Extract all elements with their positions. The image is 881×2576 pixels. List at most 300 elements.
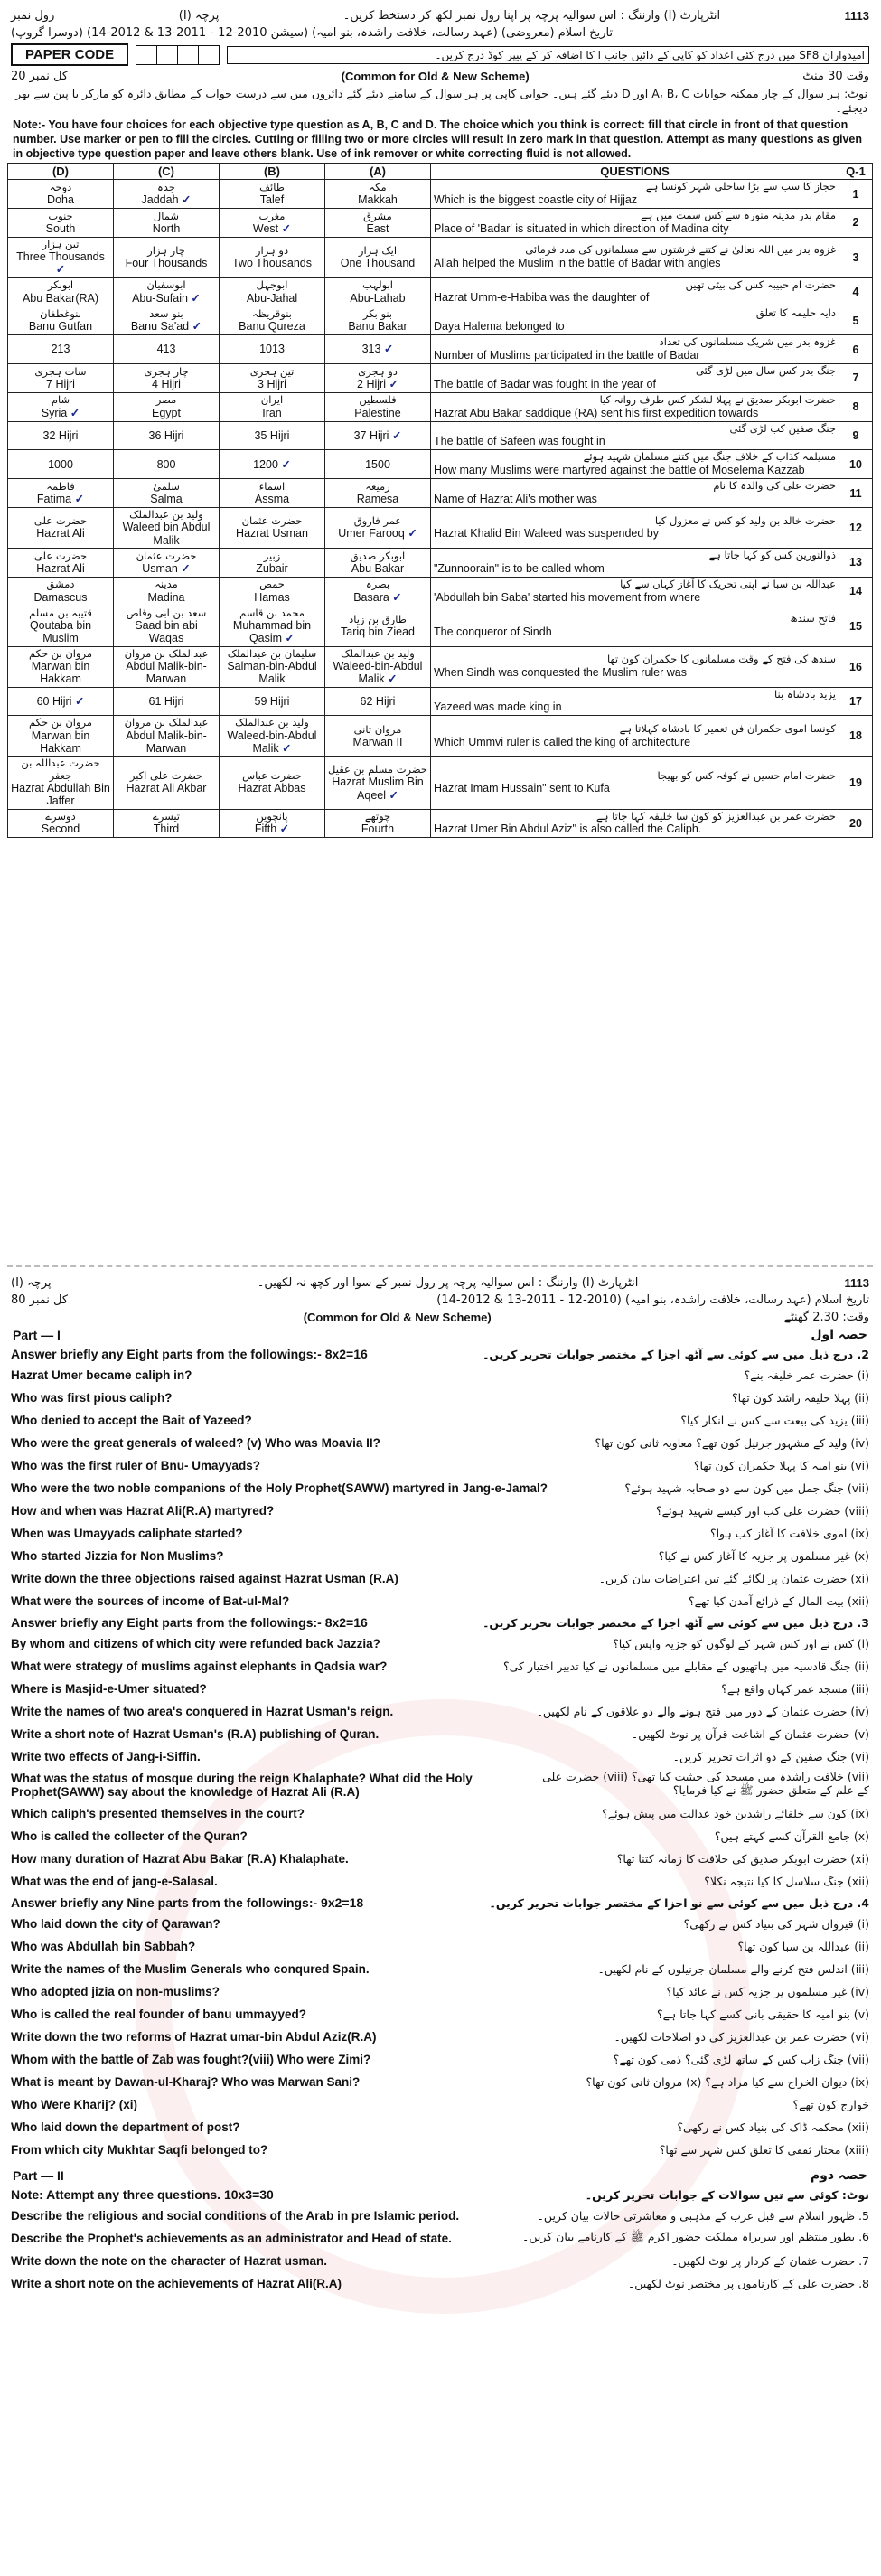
question-english: Whom with the battle of Zab was fought?(viii) Who were Zimi? [11,2053,371,2066]
check-mark-icon: ✓ [386,788,398,802]
option-urdu: حضرت مسلم بن عقیل [328,762,427,776]
option-urdu: جدہ [157,180,175,193]
question-english: Who were the two noble companions of the Holy Prophet(SAWW) martyred in Jang-e-Jamal? [11,1481,548,1495]
question-urdu: (ix) دیوان الخراج سے کیا مراد ہے؟ (x) مروان ثانی کون تھا؟ [586,2075,869,2089]
mcq-option[interactable] [325,716,431,757]
mcq-row [8,450,873,479]
mcq-option[interactable] [114,421,220,450]
question-urdu: (i) قیروان شہر کی بنیاد کس نے رکھی؟ [683,1917,869,1931]
mcq-option[interactable] [220,716,325,757]
question-urdu: (ix) کون سے خلفائے راشدین خود عدالت میں پیش ہوئے؟ [602,1807,869,1820]
mcq-option[interactable] [220,606,325,646]
option-urdu: عبدالملک بن مروان [124,646,209,660]
mcq-option[interactable] [114,606,220,646]
option-urdu: ابوجہل [256,278,288,292]
part2-label: Part [13,2168,38,2183]
paper-code-row [7,42,873,68]
check-mark-icon: ✓ [277,457,291,471]
option-urdu: شمال [153,209,180,222]
note-english: Note:- You have four choices for each objective type question as A, B, C and D. The choice which you think is correct: fill that circle in front of that question number. Use marker or pen to fill the circles. Cutting or filling two or more circles will result in zero mark in that question. Attempt as many questions as given in objective type question paper and leave others blank. Use of ink remover or white correcting fluid is not allowed. [13,118,863,160]
mcq-option[interactable] [325,479,431,508]
option-english: 3 Hijri [258,377,286,390]
check-mark-icon: ✓ [380,343,394,356]
mcq-option[interactable] [8,577,114,606]
mcq-row [8,646,873,687]
question-urdu: (v) حضرت عثمان کے اشاعت قرآن پر نوٹ لکھیں۔ [631,1727,869,1741]
question-urdu: 7. حضرت عثمان کے کردار پر نوٹ لکھیں۔ [671,2254,869,2268]
option-english: Hazrat Ali [36,561,85,575]
option-urdu: بنو سعد [149,307,183,321]
question-item [7,2048,873,2071]
question-urdu: (vi) بنو امیہ کا پہلا حکمران کون تھا؟ [693,1459,869,1472]
mcq-option[interactable] [325,450,431,479]
mcq-option[interactable] [8,180,114,209]
check-mark-icon: ✓ [187,291,201,305]
mcq-option[interactable] [325,237,431,277]
mcq-row [8,479,873,508]
option-urdu: ولید بن عبدالملک [235,716,309,729]
mcq-option[interactable] [220,364,325,393]
mcq-option[interactable] [8,757,114,809]
question-english: Who adopted jizia on non-muslims? [11,1985,220,1998]
question-english: Who were the great generals of waleed? (v) Who was Moavia II? [11,1436,380,1450]
col-b: (B) [220,164,325,180]
mcq-option[interactable] [114,646,220,687]
mcq-option[interactable] [220,577,325,606]
q2-list [7,1364,873,1612]
option-english: East [366,221,389,235]
question-item [7,2093,873,2116]
question-urdu: (iii) اندلس فتح کرنے والے مسلمان جرنیلوں کے نام لکھیں۔ [597,1962,869,1976]
question-urdu: سندھ کی فتح کے وقت مسلمانوں کا حکمران کون تھا [607,653,836,666]
mcq-question [431,508,839,549]
mcq-option[interactable] [114,237,220,277]
question-item [7,2003,873,2026]
question-english: Yazeed was made king in [434,700,562,714]
mcq-question [431,364,839,393]
question-urdu: کونسا اموی حکمران فن تعمیر کا بادشاہ کہلاتا ہے [619,721,836,735]
mcq-option[interactable] [325,421,431,450]
mcq-option[interactable] [325,208,431,237]
mcq-row [8,180,873,209]
q3-head-ur: 3. درج ذیل میں سے کوئی سے آٹھ اجزا کے مختصر جوابات تحریر کریں۔ [483,1615,869,1630]
option-english: Makkah [358,193,398,206]
subject-2: تاریخ اسلام (عہد رسالت، خلافت راشدہ، بنو امیہ) (2010-12 - 2011-13 & 2012-14) [436,1293,869,1307]
question-urdu: حضرت ام حبیبہ کس کی بیٹی تھیں [685,277,836,291]
option-urdu: دمشق [46,578,75,591]
option-english: Abdul Malik-bin-Marwan [126,659,207,686]
option-urdu: سلیمان بن عبدالملک [227,646,317,660]
question-english: Allah helped the Muslim in the battle of Badar with angles [434,257,721,270]
mcq-option[interactable] [114,277,220,306]
question-urdu: (iv) غیر مسلموں پر جزیہ کس نے عائد کیا؟ [666,1985,869,1998]
question-urdu: (ii) جنگ قادسیہ میں ہاتھیوں کے مقابلے میں مسلمانوں نے کیا تدبیر اختیار کی؟ [502,1659,869,1673]
question-item [7,1980,873,2003]
option-urdu: مروان بن حکم [28,646,93,660]
question-english: Write a short note on the achievements of Hazrat Ali(R.A) [11,2277,342,2290]
question-english: Hazrat Khalid Bin Waleed was suspended by [434,527,659,541]
question-english: What is meant by Dawan-ul-Kharaj? Who was Marwan Sani? [11,2075,361,2089]
option-urdu: مدینہ [155,578,178,591]
option-english: 1200 [253,457,278,471]
mcq-option[interactable] [8,208,114,237]
option-english: 1500 [365,457,390,471]
option-english: 313 [361,343,381,356]
mcq-option[interactable] [114,577,220,606]
check-mark-icon: ✓ [189,320,202,334]
sf-note: امیدواران SF8 میں درج کئی اعداد کو کاپی کے دائیں جانب ا کا اضافہ کر کے پیپر کوڈ درج کریں۔ [227,46,869,64]
question-urdu: (xi) حضرت عثمان پر لگائے گئے تین اعتراضات بیان کریں۔ [598,1572,869,1585]
mcq-option[interactable] [114,549,220,578]
question-urdu: عبداللہ بن سبا نے اپنی تحریک کا آغاز کہاں سے کیا [620,577,836,590]
question-english: Describe the religious and social conditions of the Arab in pre Islamic period. [11,2209,460,2223]
option-urdu: مروان ثانی [353,722,402,736]
roll-label: رول نمبر [11,9,55,23]
option-urdu: بصرہ [365,578,390,591]
mcq-option[interactable] [220,237,325,277]
mcq-option[interactable] [325,508,431,549]
mcq-option[interactable] [220,479,325,508]
option-urdu: حضرت عبداللہ بن جعفر [21,757,100,782]
mcq-option[interactable] [325,577,431,606]
marks: کل نمبر 20 [11,70,69,83]
q3-list [7,1632,873,1893]
option-urdu: شام [51,393,70,407]
option-english: Qoutaba bin Muslim [29,618,92,645]
part2-urdu: حصہ دوم [810,2168,867,2183]
question-number: 14 [839,577,873,606]
mcq-option[interactable] [220,809,325,838]
mcq-row [8,364,873,393]
option-english: Hazrat Muslim Bin Aqeel [332,776,424,802]
question-urdu: فاتح سندھ [790,612,836,625]
subjective-paper [7,1274,873,2569]
marks-2: کل نمبر 80 [11,1293,69,1307]
question-urdu: حجاز کا سب سے بڑا ساحلی شہر کونسا ہے [645,180,836,193]
question-item [7,1802,873,1825]
option-english: 800 [156,457,176,471]
question-urdu: غزوہ بدر میں اللہ تعالیٰ نے کتنے فرشتوں سے مسلمانوں کی مدد فرمائی [525,243,836,257]
option-english: Salma [150,493,183,506]
mcq-row [8,277,873,306]
option-english: 1000 [48,457,73,471]
question-item [7,1387,873,1409]
mcq-option[interactable] [114,335,220,364]
mcq-option[interactable] [325,687,431,716]
option-urdu: ابولہب [362,278,393,292]
q2-head: Answer briefly any Eight parts from the followings:- 8x2=16 [11,1347,368,1361]
question-urdu: 6. بطور منتظم اور سربراہ مملکت حضور اکرم ﷺ کے کارنامے بیان کریں۔ [522,2230,869,2243]
mcq-option[interactable] [8,549,114,578]
question-number: 10 [839,450,873,479]
mcq-option[interactable] [220,180,325,209]
mcq-option[interactable] [8,335,114,364]
check-mark-icon: ✓ [178,193,192,206]
mcq-option[interactable] [8,606,114,646]
option-english: West [252,221,279,235]
mcq-option[interactable] [325,646,431,687]
mcq-option[interactable] [220,421,325,450]
option-urdu: بنوغطفان [40,307,81,321]
mcq-question [431,180,839,209]
option-english: 62 Hijri [360,694,396,708]
question-english: When was Umayyads caliphate started? [11,1527,243,1540]
mcq-option[interactable] [114,757,220,809]
mcq-question [431,646,839,687]
question-english: Who laid down the department of post? [11,2120,240,2134]
mcq-option[interactable] [220,450,325,479]
mcq-option[interactable] [8,687,114,716]
mcq-option[interactable] [114,716,220,757]
mcq-option[interactable] [220,208,325,237]
option-english: 213 [51,343,70,356]
question-english: Describe the Prophet's achievements as an administrator and Head of state. [11,2232,452,2245]
option-english: Salman-bin-Abdul Malik [227,659,317,686]
mcq-option[interactable] [220,757,325,809]
mcq-row [8,392,873,421]
question-number: 19 [839,757,873,809]
mcq-question [431,237,839,277]
mcq-option[interactable] [325,364,431,393]
option-english: Marwan bin Hakkam [31,659,90,686]
option-urdu: اسماء [258,479,286,493]
option-urdu: عبدالملک بن مروان [124,716,209,729]
mcq-option[interactable] [220,549,325,578]
col-c: (C) [114,164,220,180]
option-urdu: پانچویں [256,810,288,823]
option-urdu: محمد بن قاسم [239,606,305,619]
question-urdu: (iv) حضرت عثمان کے دور میں فتح ہونے والے دو علاقوں کے نام لکھیں۔ [536,1705,869,1718]
mcq-question [431,421,839,450]
objective-paper [7,7,873,1267]
check-mark-icon: ✓ [55,263,66,277]
mcq-option[interactable] [220,277,325,306]
part2-list [7,2205,873,2295]
col-qnum: Q-1 [839,164,873,180]
mcq-question [431,757,839,809]
mcq-option[interactable] [325,335,431,364]
option-english: Fifth [254,823,277,836]
option-english: 413 [156,343,176,356]
question-english: Name of Hazrat Ali's mother was [434,493,597,506]
paper-label: پرچہ (I) [178,9,220,23]
question-item [7,1477,873,1500]
question-urdu: (ii) عبداللہ بن سبا کون تھا؟ [737,1940,869,1953]
question-english: The conqueror of Sindh [434,625,552,638]
question-number: 1 [839,180,873,209]
mcq-option[interactable] [8,421,114,450]
option-english: 4 Hijri [152,377,181,390]
mcq-option[interactable] [8,479,114,508]
mcq-option[interactable] [114,208,220,237]
mcq-option[interactable] [8,716,114,757]
option-urdu: ابوبکر صدیق [350,549,406,562]
paper-code-boxes[interactable] [136,45,220,65]
option-english: Assma [254,493,290,506]
col-a: (A) [325,164,431,180]
mcq-option[interactable] [325,306,431,335]
question-number: 15 [839,606,873,646]
question-english: Who laid down the city of Qarawan? [11,1917,220,1931]
option-urdu: مغرب [258,209,286,222]
question-english: How many duration of Hazrat Abu Bakar (R.A) Khalaphate. [11,1852,349,1866]
question-english: Which is the biggest coastle city of Hijjaz [434,193,638,206]
mcq-option[interactable] [114,180,220,209]
question-english: Write down the three objections raised against Hazrat Usman (R.A) [11,1572,398,1585]
option-urdu: عمر فاروق [353,514,402,528]
option-english: Waleed bin Abdul Malik [122,521,211,547]
option-urdu: مکہ [369,180,387,193]
check-mark-icon: ✓ [386,377,398,390]
question-number: 12 [839,508,873,549]
mcq-row [8,208,873,237]
option-english: Zubair [256,561,288,575]
question-english: By whom and citizens of which city were refunded back Jazzia? [11,1637,380,1650]
part1-num: I [57,1328,61,1342]
mcq-option[interactable] [8,646,114,687]
option-english: Abu-Jahal [246,291,298,305]
question-english: The battle of Safeen was fought in [434,435,605,448]
mcq-option[interactable] [220,687,325,716]
mcq-option[interactable] [114,392,220,421]
scheme-2: (Common for Old & New Scheme) [303,1311,492,1324]
mcq-option[interactable] [114,306,220,335]
mcq-option[interactable] [114,479,220,508]
question-english: Which caliph's presented themselves in the court? [11,1807,305,1820]
question-urdu: (x) جامع القرآن کسے کہتے ہیں؟ [714,1829,869,1843]
option-urdu: جنوب [48,209,73,222]
option-english: Basara [353,590,389,604]
option-english: Marwan bin Hakkam [31,729,90,755]
mcq-option[interactable] [114,364,220,393]
question-urdu: (i) حضرت عمر خلیفہ بنے؟ [744,1368,869,1382]
mcq-option[interactable] [8,237,114,277]
mcq-option[interactable] [8,364,114,393]
option-urdu: ایک ہزار [358,243,398,257]
question-number: 2 [839,208,873,237]
mcq-option[interactable] [220,646,325,687]
option-english: 7 Hijri [46,377,75,390]
option-english: Damascus [33,590,88,604]
mcq-option[interactable] [8,277,114,306]
mcq-option[interactable] [325,277,431,306]
mcq-option[interactable] [220,508,325,549]
option-english: Iran [262,406,282,419]
mcq-option[interactable] [325,809,431,838]
header-urdu-2: انٹرپارٹ (I) وارننگ : اس سوالیہ پرچہ پر رول نمبر کے سوا اور کچھ نہ لکھیں۔ [257,1276,639,1290]
question-urdu: جنگ بدر کس سال میں لڑی گئی [696,364,836,378]
mcq-option[interactable] [114,508,220,549]
question-item [7,1745,873,1768]
col-d: (D) [8,164,114,180]
mcq-option[interactable] [325,606,431,646]
option-urdu: حضرت عثمان [136,549,197,562]
mcq-option[interactable] [114,809,220,838]
question-english: Who is called the real founder of banu ummayyed? [11,2007,307,2021]
question-english: How many Muslims were martyred against the battle of Moselema Kazzab [434,464,805,477]
question-item [7,1545,873,1567]
mcq-option[interactable] [8,306,114,335]
mcq-option[interactable] [114,450,220,479]
mcq-question [431,809,839,838]
option-english: South [45,221,76,235]
option-urdu: حمص [259,578,285,591]
question-item [7,1432,873,1454]
question-english: Write down the note on the character of Hazrat usman. [11,2254,328,2268]
option-english: Abu-Sufain [132,291,188,305]
option-english: Hazrat Abbas [238,782,306,795]
option-urdu: سات ہجری [34,364,87,378]
mcq-option[interactable] [325,392,431,421]
q4-head: Answer briefly any Nine parts from the followings:- 9x2=18 [11,1895,364,1910]
question-urdu: (xi) حضرت ابوبکر صدیق کی خلافت کا زمانہ کتنا تھا؟ [616,1852,869,1866]
mcq-option[interactable] [220,392,325,421]
option-urdu: چار ہزار [147,243,185,257]
mcq-option[interactable] [325,180,431,209]
check-mark-icon: ✓ [71,694,85,708]
option-english: Usman [142,561,178,575]
mcq-row [8,809,873,838]
question-english: Write down the two reforms of Hazrat umar-bin Abdul Aziz(R.A) [11,2030,377,2044]
option-urdu: چار ہجری [144,364,189,378]
option-english: Syria [41,406,68,419]
mcq-option[interactable] [114,687,220,716]
question-english: Write two effects of Jang-i-Siffin. [11,1750,201,1763]
mcq-option[interactable] [220,306,325,335]
question-urdu: (vii) جنگ زاب کس کے ساتھ لڑی گئی؟ ذمی کون تھے؟ [613,2053,869,2066]
question-number: 11 [839,479,873,508]
mcq-option[interactable] [8,450,114,479]
option-english: Hazrat Ali [36,527,85,541]
question-item [7,1567,873,1590]
question-english: Who was the first ruler of Bnu- Umayyads? [11,1459,261,1472]
mcq-option[interactable] [8,508,114,549]
mcq-row [8,421,873,450]
question-item [7,2227,873,2250]
option-english: 60 Hijri [36,694,72,708]
mcq-option[interactable] [8,809,114,838]
question-english: When Sindh was conquested the Muslim ruler was [434,665,687,679]
q3-head: Answer briefly any Eight parts from the followings:- 8x2=16 [11,1615,368,1630]
question-urdu: حضرت عمر بن عبدالعزیز کو کون سا خلیفہ کہا جاتا ہے [596,809,836,823]
question-item [7,2071,873,2093]
mcq-option[interactable] [325,549,431,578]
question-item [7,1454,873,1477]
question-urdu: (ii) پہلا خلیفہ راشد کون تھا؟ [732,1391,869,1405]
check-mark-icon: ✓ [278,741,292,755]
mcq-option[interactable] [220,335,325,364]
option-urdu: تین ہزار [42,237,80,250]
option-urdu: مروان بن حکم [28,716,93,729]
question-item [7,2250,873,2272]
option-urdu: حضرت عباس [242,769,302,783]
question-urdu: (xii) جنگ سلاسل کا کیا نتیجہ نکلا؟ [704,1875,869,1888]
question-urdu: (vii) خلافت راشدہ میں مسجد کی حیثیت کیا تھی؟ (viii) حضرت علی کے علم کے متعلق حضور ﷺ نے کیا فرمایا؟ [542,1770,869,1797]
mcq-header-row [8,164,873,180]
question-urdu: (iii) یزید کی بیعت سے کس نے انکار کیا؟ [680,1414,869,1427]
question-item [7,1847,873,1870]
paper-label-2: پرچہ (I) [11,1276,52,1290]
question-item [7,1913,873,1935]
check-mark-icon: ✓ [389,590,402,604]
mcq-option[interactable] [8,392,114,421]
question-number: 6 [839,335,873,364]
question-english: Place of 'Badar' is situated in which direction of Madina city [434,221,729,235]
mcq-row [8,577,873,606]
mcq-option[interactable] [325,757,431,809]
question-english: Number of Muslims participated in the battle of Badar [434,349,700,362]
option-urdu: ابوسفیان [146,278,186,292]
